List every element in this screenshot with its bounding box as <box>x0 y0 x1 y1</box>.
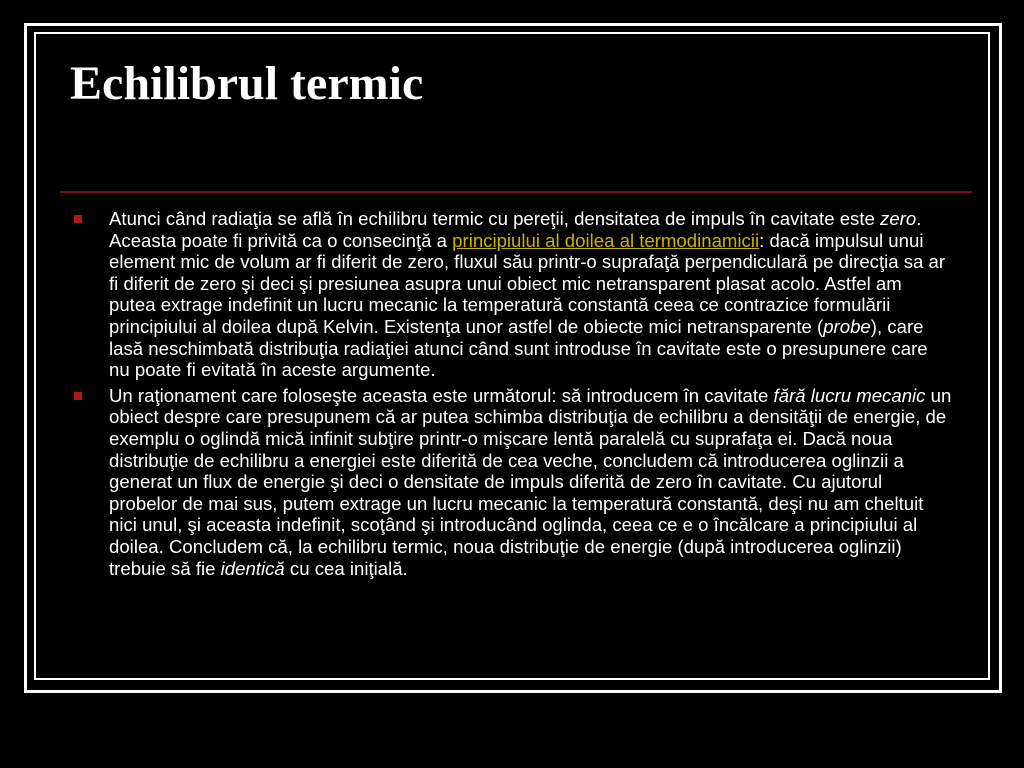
bullet-2-italic-no-work: fără lucru mecanic <box>773 384 926 406</box>
bullet-1-text-part: Atunci când radiaţia se află în echilibru termic cu pereţii, densitatea de impuls în cavitate este <box>109 208 881 229</box>
bullet-1-text <box>109 208 945 380</box>
bullet-1-italic-probe: probe <box>823 315 871 337</box>
square-bullet-icon <box>74 392 82 400</box>
slide-title: Echilibrul termic <box>70 57 424 110</box>
bullet-1-text-part: : dacă impulsul unui element mic de volum ar fi diferit de zero, fluxul său printr-o suprafaţă perpendiculară pe direcţia sa ar fi diferit de zero şi deci şi presiunea asupra unui obiect mic netransparent plasat acolo. Astfel am putea extrage indefinit un lucru mecanic la temperatură constantă ceea ce contrazice formulării principiului al doilea după Kelvin. Existenţa unor astfel de obiecte mici netransparente ( <box>109 229 946 337</box>
bullet-2-text-part: Un raţionament care foloseşte aceasta este următorul: să introducem în cavitate <box>109 384 774 406</box>
bullet-2-italic-identical: identică <box>220 557 285 579</box>
bullet-1-text-part: . Aceasta poate fi privită ca o consecinţă a <box>109 208 922 251</box>
bullet-2-text-part: cu cea iniţială. <box>284 557 408 579</box>
link-second-law-thermodynamics[interactable]: principiului al doilea al termodinamicii <box>452 229 760 251</box>
bullet-item-2 <box>72 385 952 579</box>
bullet-1-italic-zero: zero <box>880 208 917 229</box>
bullet-2-text <box>109 385 951 579</box>
square-bullet-icon <box>74 215 82 223</box>
bullet-list <box>72 208 952 583</box>
bullet-2-text-part: un obiect despre care presupunem că ar putea schimba distribuţia de echilibru a densităţii de energie, de exemplu o oglindă mică infinit subţire printr-o mişcare lentă paralelă cu suprafaţa ei. Dacă noua distribuţie de echilibru a energiei este diferită de cea veche, concludem că introducerea oglinzii a generat un flux de energie şi deci o densitate de impuls diferită de zero în cavitate. Cu ajutorul probelor de mai sus, putem extrage un lucru mecanic la temperatură constantă, deşi nu am cheltuit nici unul, şi aceasta indefinit, scoţând şi introducând oglinda, ceea ce e o încălcare a principiului al doilea. Concludem că, la echilibru termic, noua distribuţie de energie (după introducerea oglinzii) trebuie să fie <box>109 384 952 579</box>
title-divider <box>60 191 972 193</box>
bullet-1-text-part: ), care lasă neschimbată distribuţia radiaţiei atunci când sunt introduse în cavitate este o presupunere care nu poate fi evitată în aceste argumente. <box>109 315 928 381</box>
bullet-item-1 <box>72 208 952 381</box>
